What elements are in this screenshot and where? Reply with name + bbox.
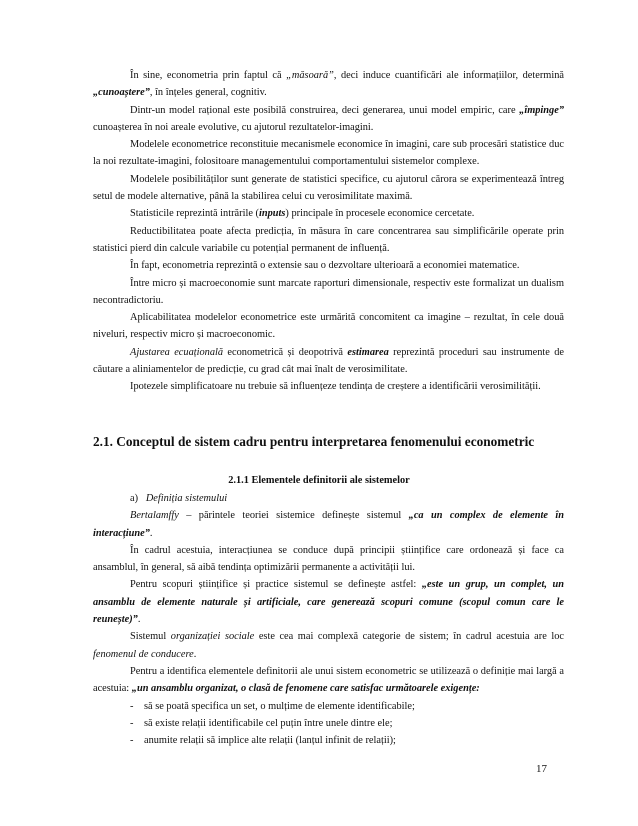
paragraph: Modelele posibilităților sunt generate de statistici specifice, cu ajutorul cărora se experimentează întreg setul de modele alternative, până la stabilirea celui cu verosimilitate maximă.	[93, 173, 564, 203]
paragraph: Pentru scopuri științifice și practice sistemul se definește astfel: „este un grup, un complet, un ansamblu de elemente naturale și artificiale, care generează scopuri comune (scopul comun care le reunește)”.	[93, 579, 564, 626]
paragraph: Dintr-un model rațional este posibilă construirea, deci generarea, unui model empiric, care „împinge” cunoașterea în noi areale evolutive, cu ajutorul rezultatelor-imagini.	[93, 104, 564, 133]
paragraph: Pentru a identifica elementele definitorii ale unui sistem econometric se utilizează o definiție mai largă a acestuia: „un ansamblu organizat, o clasă de fenomene care satisfac următoarele exigențe:	[93, 665, 564, 695]
paragraph: Ajustarea ecuațională econometrică și deopotrivă estimarea reprezintă proceduri sau instrumente de căutare a aliniamentelor de predicție, cu grad cât mai înalt de verosimilitate.	[93, 346, 565, 376]
paragraph: Între micro și macroeconomie sunt marcate raporturi dimensionale, respectiv este formalizat un dualism necontradictoriu.	[93, 277, 564, 306]
paragraph: Bertalamffy – părintele teoriei sistemice definește sistemul „ca un complex de elemente în interacțiune”.	[93, 510, 564, 539]
intro-body	[93, 67, 564, 396]
bullet-item: - anumite relații să implice alte relații (lanțul infinit de relații);	[93, 732, 564, 749]
paragraph: În sine, econometria prin faptul că „măsoară”, deci induce cuantificări ale informațiilor, determină „cunoaștere”, în înțeles general, cognitiv.	[93, 70, 564, 99]
bullet-dash: -	[130, 735, 134, 747]
paragraph: Sistemul organizației sociale este cea mai complexă categorie de sistem; în cadrul acestuia are loc fenomenul de conducere.	[93, 631, 565, 660]
list-item-a: a) Definiția sistemului	[130, 493, 228, 504]
section-body	[93, 490, 564, 749]
paragraph: Aplicabilitatea modelelor econometrice este urmărită concomitent ca imagine – rezultat, în cele două niveluri, respectiv micro și macroeconomic.	[93, 312, 564, 341]
paragraph: Modelele econometrice reconstituie mecanismele economice în imagini, care sub procesări statistice duc la noi rezultate-imagini, folositoare managementului comportamentului sistemelor complexe.	[93, 139, 564, 168]
paragraph: Reductibilitatea poate afecta predicția, în măsura în care concentrarea sau simplificările operate prin statistici pierd din calcule variabile cu potențial permanent de influență.	[93, 225, 564, 254]
paragraph: Statisticile reprezintă intrările (inputs) principale în procesele economice cercetate.	[130, 208, 475, 220]
bullet-dash: -	[130, 700, 134, 712]
page-number: 17	[536, 763, 547, 775]
paragraph: În fapt, econometria reprezintă o extensie sau o dezvoltare ulterioară a economiei matematice.	[130, 260, 520, 272]
paragraph: Ipotezele simplificatoare nu trebuie să influențeze tendința de creștere a identificării verosimilității.	[130, 381, 541, 393]
paragraph: În cadrul acestuia, interacțiunea se conduce după principii științifice care ordonează și face ca ansamblul, în general, să aibă tendința optimizării permanente a activității lui.	[93, 544, 564, 574]
subsection-heading: 2.1.1 Elementele definitorii ale sistemelor	[228, 475, 410, 486]
section-heading: 2.1. Conceptul de sistem cadru pentru interpretarea fenomenului econometric	[93, 434, 535, 449]
bullet-item: - să se poată specifica un set, o mulțime de elemente identificabile;	[93, 698, 564, 715]
bullet-item: - să existe relații identificabile cel puțin între unele dintre ele;	[93, 715, 564, 732]
bullet-dash: -	[130, 717, 134, 729]
